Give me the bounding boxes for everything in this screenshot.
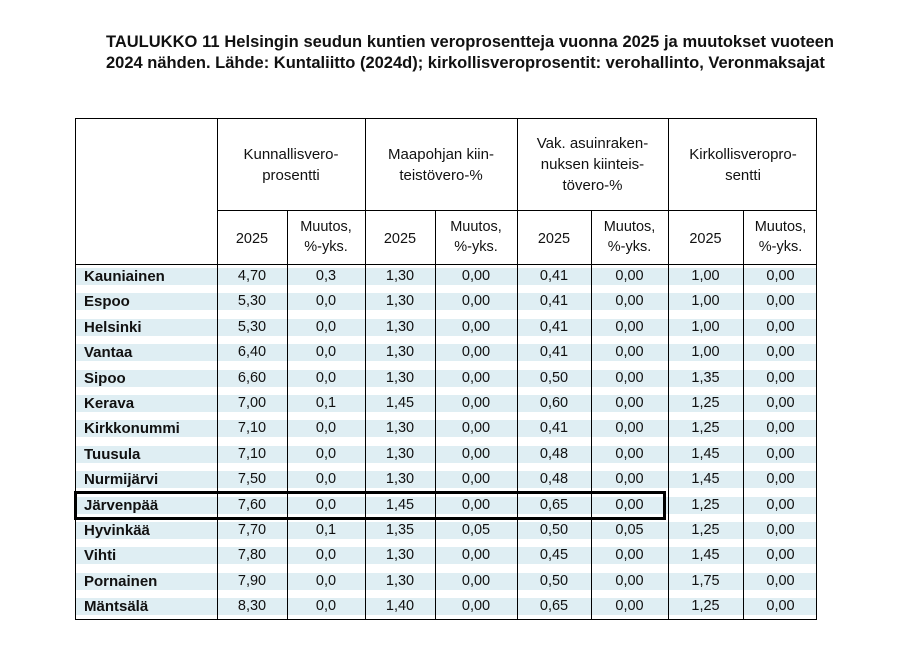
table-cell: 8,30: [237, 598, 267, 615]
table-cell: 0,00: [766, 344, 795, 361]
table-cell: 0,00: [461, 420, 491, 437]
table-cell: 0,00: [766, 471, 795, 488]
subheader-change: Muutos, %-yks.: [603, 219, 656, 255]
table-cell: 0,05: [615, 522, 644, 538]
table-cell: 7,70: [237, 522, 267, 538]
table-cell: 1,30: [385, 572, 415, 589]
table-cell: 0,00: [615, 420, 644, 437]
municipality-name: Helsinki: [84, 318, 142, 336]
table-cell: 0,05: [461, 522, 491, 538]
table-cell: 0,41: [539, 420, 569, 437]
header-asuinrakennus: Vak. asuinraken- nuksen kiinteis- tövero-%: [536, 135, 649, 194]
table-cell: 0,00: [615, 471, 644, 488]
table-cell: 0,00: [766, 268, 795, 284]
municipality-name: Tuusula: [84, 445, 141, 463]
table-cell: 1,30: [385, 369, 415, 386]
table-cell: 0,00: [615, 547, 644, 564]
municipality-name: Kauniainen: [84, 268, 165, 285]
table-cell: 0,0: [315, 598, 337, 615]
municipality-name: Sipoo: [84, 369, 126, 387]
table-cell: 0,48: [539, 471, 569, 488]
table-cell: 0,0: [315, 293, 337, 310]
table-cell: 0,00: [461, 395, 491, 411]
table-cell: 0,50: [539, 369, 569, 386]
table-cell: 1,45: [385, 496, 415, 513]
table-cell: 0,00: [461, 293, 491, 310]
table-cell: 0,00: [461, 445, 491, 462]
municipality-name: Nurmijärvi: [84, 471, 159, 489]
highlight-box-jarvenpaa: [74, 491, 666, 520]
table-cell: 1,40: [385, 598, 415, 615]
table-row: [76, 518, 816, 543]
table-cell: 1,45: [691, 547, 720, 564]
table-cell: 0,41: [539, 293, 569, 310]
table-cell: 0,00: [615, 445, 644, 462]
table-cell: 0,00: [461, 318, 491, 335]
table-row: [76, 315, 816, 340]
table-cell: 0,41: [539, 268, 569, 284]
table-row: [76, 340, 816, 365]
municipality-name: Vantaa: [84, 344, 133, 362]
municipality-name: Järvenpää: [84, 496, 159, 514]
table-cell: 1,25: [691, 420, 720, 437]
table-caption: TAULUKKO 11 Helsingin seudun kuntien veroprosentteja vuonna 2025 ja muutokset vuoteen 2024 nähden. Lähde: Kuntaliitto (2024d); kirkollisveroprosentit: verohallinto, Veronmaksajat: [106, 33, 834, 72]
table-cell: 0,65: [539, 598, 569, 615]
table-cell: 0,0: [315, 318, 337, 335]
table-cell: 0,0: [315, 471, 337, 488]
table-cell: 0,00: [766, 420, 795, 437]
table-cell: 0,1: [315, 522, 337, 538]
table-cell: 4,70: [237, 268, 267, 284]
municipality-name: Hyvinkää: [84, 522, 150, 539]
table-cell: 1,30: [385, 445, 415, 462]
table-cell: 0,00: [615, 572, 644, 589]
table-cell: 6,40: [237, 344, 267, 361]
municipality-name: Mäntsälä: [84, 598, 149, 616]
table-row: [76, 569, 816, 594]
table-cell: 0,00: [766, 547, 795, 564]
table-cell: 0,00: [461, 496, 491, 513]
table-cell: 1,25: [691, 395, 720, 411]
table-cell: 0,60: [539, 395, 569, 411]
table-cell: 1,45: [385, 395, 415, 411]
table-cell: 0,00: [615, 293, 644, 310]
subheader-year: 2025: [689, 231, 722, 247]
table-cell: 0,00: [766, 293, 795, 310]
table-cell: 1,30: [385, 318, 415, 335]
table-cell: 0,00: [615, 496, 644, 513]
table-cell: 1,45: [691, 445, 720, 462]
table-cell: 0,00: [615, 318, 644, 335]
table-cell: 0,00: [615, 369, 644, 386]
table-cell: 1,25: [691, 598, 720, 615]
table-cell: 0,00: [461, 572, 491, 589]
table-cell: 0,00: [766, 395, 795, 411]
table-cell: 0,00: [461, 369, 491, 386]
table-cell: 1,45: [691, 471, 720, 488]
table-cell: 0,00: [461, 598, 491, 615]
table-cell: 1,35: [385, 522, 415, 538]
table-cell: 1,00: [691, 293, 720, 310]
table-cell: 1,00: [691, 344, 720, 361]
table-cell: 1,00: [691, 268, 720, 284]
table-cell: 0,65: [539, 496, 569, 513]
table-row: [76, 366, 816, 391]
table-cell: 0,00: [766, 572, 795, 589]
table-cell: 0,50: [539, 522, 569, 538]
table-cell: 1,30: [385, 547, 415, 564]
table-cell: 0,00: [461, 547, 491, 564]
municipality-name: Kirkkonummi: [84, 420, 180, 438]
table-cell: 7,10: [237, 420, 267, 437]
table-cell: 7,80: [237, 547, 267, 564]
table-cell: 0,50: [539, 572, 569, 589]
table-cell: 1,30: [385, 420, 415, 437]
header-kunnallisvero: Kunnallisvero- prosentti: [243, 146, 339, 184]
table-cell: 1,25: [691, 496, 720, 513]
table-cell: 0,00: [766, 598, 795, 615]
table-row: [76, 594, 816, 619]
table-row: [76, 442, 816, 467]
header-kirkollisvero: Kirkollisveropro- sentti: [689, 146, 797, 184]
municipality-name: Kerava: [84, 395, 135, 412]
table-cell: 0,00: [615, 395, 644, 411]
table-cell: 7,00: [237, 395, 267, 411]
municipality-name: Pornainen: [84, 572, 158, 590]
table-cell: 0,00: [615, 344, 644, 361]
table-cell: 7,60: [237, 496, 267, 513]
table-row: [76, 289, 816, 314]
table-cell: 0,0: [315, 496, 337, 513]
table-cell: 0,0: [315, 420, 337, 437]
table-row: [76, 467, 816, 492]
table-cell: 0,41: [539, 344, 569, 361]
table-cell: 1,30: [385, 268, 415, 284]
table-cell: 1,30: [385, 344, 415, 361]
table-row: [76, 416, 816, 441]
table-cell: 1,30: [385, 471, 415, 488]
table-cell: 5,30: [237, 318, 267, 335]
table-cell: 1,30: [385, 293, 415, 310]
table-cell: 7,10: [237, 445, 267, 462]
table-cell: 0,00: [615, 268, 644, 284]
table-cell: 0,00: [766, 369, 795, 386]
table-cell: 7,50: [237, 471, 267, 488]
table-cell: 0,00: [766, 522, 795, 538]
table-row: [76, 264, 816, 289]
subheader-year: 2025: [235, 231, 269, 247]
header-maapohja: Maapohjan kiin- teistövero-%: [388, 146, 494, 184]
table-cell: 1,25: [691, 522, 720, 538]
table-cell: 0,1: [315, 395, 337, 411]
table-cell: 1,35: [691, 369, 720, 386]
table-cell: 1,00: [691, 318, 720, 335]
table-cell: 0,0: [315, 369, 337, 386]
tax-rate-table: [75, 118, 817, 620]
table-cell: 0,00: [766, 496, 795, 513]
subheader-change: Muutos, %-yks.: [754, 219, 807, 255]
table-cell: 0,0: [315, 344, 337, 361]
municipality-name: Vihti: [84, 547, 117, 565]
table-cell: 0,00: [461, 471, 491, 488]
table-cell: 6,60: [237, 369, 267, 386]
subheader-change: Muutos, %-yks.: [450, 219, 502, 255]
municipality-name: Espoo: [84, 293, 130, 311]
table-cell: 0,0: [315, 445, 337, 462]
table-cell: 0,00: [766, 445, 795, 462]
table-cell: 0,45: [539, 547, 569, 564]
table-row: [76, 391, 816, 416]
subheader-year: 2025: [537, 231, 571, 247]
table-cell: 7,90: [237, 572, 267, 589]
table-cell: 5,30: [237, 293, 267, 310]
table-cell: 0,00: [461, 344, 491, 361]
table-cell: 1,75: [691, 572, 720, 589]
table-cell: 0,0: [315, 547, 337, 564]
table-cell: 0,00: [461, 268, 491, 284]
table-cell: 0,3: [315, 268, 337, 284]
table-cell: 0,48: [539, 445, 569, 462]
table-cell: 0,00: [766, 318, 795, 335]
table-cell: 0,0: [315, 572, 337, 589]
table-cell: 0,00: [615, 598, 644, 615]
subheader-change: Muutos, %-yks.: [300, 219, 352, 255]
table-row: [76, 543, 816, 568]
subheader-year: 2025: [383, 231, 417, 247]
table-cell: 0,41: [539, 318, 569, 335]
